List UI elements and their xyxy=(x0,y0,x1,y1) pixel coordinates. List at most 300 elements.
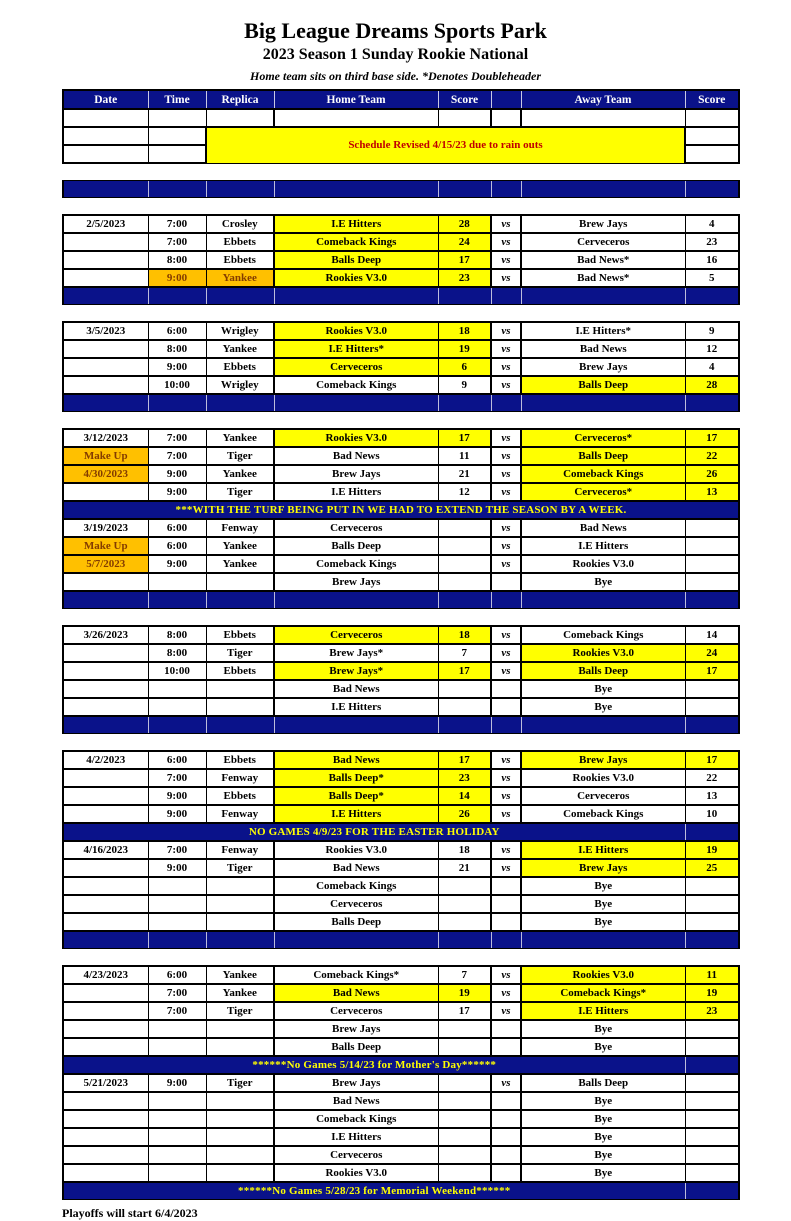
date-cell xyxy=(63,877,148,895)
separator-cell xyxy=(438,287,491,305)
game-row xyxy=(63,251,739,269)
replica-cell xyxy=(206,1110,274,1128)
away-score-cell: 25 xyxy=(685,859,739,877)
time-cell: 7:00 xyxy=(148,841,206,859)
date-cell xyxy=(63,573,148,591)
separator-cell xyxy=(274,394,438,412)
date-cell: 4/16/2023 xyxy=(63,841,148,859)
home-team-cell: Balls Deep* xyxy=(274,769,438,787)
home-team-cell: Rookies V3.0 xyxy=(274,1164,438,1182)
away-score-cell: 13 xyxy=(685,787,739,805)
time-cell: 9:00 xyxy=(148,269,206,287)
replica-cell: Yankee xyxy=(206,465,274,483)
date-cell xyxy=(63,1038,148,1056)
separator-cell xyxy=(521,931,685,949)
time-cell: 7:00 xyxy=(148,769,206,787)
column-header-home-team: Home Team xyxy=(274,90,438,109)
time-cell: 9:00 xyxy=(148,465,206,483)
game-row xyxy=(63,376,739,394)
empty-cell xyxy=(148,127,206,145)
column-header-date: Date xyxy=(63,90,148,109)
replica-cell: Ebbets xyxy=(206,787,274,805)
replica-cell: Tiger xyxy=(206,483,274,501)
empty-cell xyxy=(685,127,739,145)
separator-cell xyxy=(685,1182,739,1200)
game-row xyxy=(63,215,739,233)
date-cell xyxy=(63,698,148,716)
away-score-cell xyxy=(685,913,739,931)
home-team-cell: Bad News xyxy=(274,859,438,877)
away-score-cell: 19 xyxy=(685,841,739,859)
replica-cell: Tiger xyxy=(206,1002,274,1020)
home-score-cell: 11 xyxy=(438,447,491,465)
separator-cell xyxy=(63,394,148,412)
separator-cell xyxy=(274,591,438,609)
away-score-cell: 12 xyxy=(685,340,739,358)
spacer-row xyxy=(63,609,739,627)
replica-cell: Yankee xyxy=(206,429,274,447)
time-cell xyxy=(148,877,206,895)
replica-cell: Fenway xyxy=(206,769,274,787)
away-team-cell: Comeback Kings xyxy=(521,626,685,644)
game-row xyxy=(63,966,739,984)
away-score-cell: 28 xyxy=(685,376,739,394)
game-row xyxy=(63,805,739,823)
home-team-cell: Balls Deep xyxy=(274,251,438,269)
spacer-cell xyxy=(63,609,739,627)
game-row xyxy=(63,322,739,340)
table-body xyxy=(63,109,739,1200)
away-team-cell: Comeback Kings xyxy=(521,465,685,483)
vs-cell xyxy=(491,1038,521,1056)
replica-cell xyxy=(206,1020,274,1038)
replica-cell: Yankee xyxy=(206,966,274,984)
home-score-cell xyxy=(438,895,491,913)
time-cell: 7:00 xyxy=(148,1002,206,1020)
time-cell: 7:00 xyxy=(148,233,206,251)
vs-cell: vs xyxy=(491,519,521,537)
replica-cell: Yankee xyxy=(206,555,274,573)
home-score-cell xyxy=(438,877,491,895)
replica-cell: Tiger xyxy=(206,859,274,877)
vs-cell: vs xyxy=(491,447,521,465)
away-score-cell: 23 xyxy=(685,233,739,251)
home-score-cell xyxy=(438,1038,491,1056)
time-cell xyxy=(148,895,206,913)
separator-cell xyxy=(491,716,521,734)
home-score-cell: 9 xyxy=(438,376,491,394)
away-team-cell: Bye xyxy=(521,1146,685,1164)
empty-cell xyxy=(148,145,206,163)
game-row xyxy=(63,555,739,573)
away-score-cell xyxy=(685,877,739,895)
time-cell xyxy=(148,1038,206,1056)
game-row xyxy=(63,680,739,698)
vs-cell: vs xyxy=(491,966,521,984)
time-cell: 9:00 xyxy=(148,859,206,877)
spacer-cell xyxy=(63,734,739,752)
home-score-cell xyxy=(438,1074,491,1092)
game-row xyxy=(63,447,739,465)
date-cell xyxy=(63,358,148,376)
banner-text: ******No Games 5/14/23 for Mother's Day****** xyxy=(63,1056,685,1074)
game-row xyxy=(63,698,739,716)
vs-cell: vs xyxy=(491,215,521,233)
away-team-cell: Brew Jays xyxy=(521,859,685,877)
home-score-cell xyxy=(438,537,491,555)
away-score-cell: 26 xyxy=(685,465,739,483)
home-team-cell: Bad News xyxy=(274,751,438,769)
home-score-cell: 17 xyxy=(438,751,491,769)
home-score-cell: 17 xyxy=(438,662,491,680)
time-cell: 8:00 xyxy=(148,251,206,269)
away-score-cell: 10 xyxy=(685,805,739,823)
away-team-cell: Balls Deep xyxy=(521,447,685,465)
separator-cell xyxy=(63,931,148,949)
time-cell: 6:00 xyxy=(148,519,206,537)
date-cell xyxy=(63,787,148,805)
separator-cell xyxy=(148,591,206,609)
game-row xyxy=(63,626,739,644)
time-cell: 8:00 xyxy=(148,340,206,358)
away-team-cell: Bye xyxy=(521,1128,685,1146)
vs-cell: vs xyxy=(491,805,521,823)
game-row xyxy=(63,877,739,895)
separator-cell xyxy=(521,591,685,609)
schedule-table xyxy=(62,89,740,1200)
replica-cell xyxy=(206,1164,274,1182)
vs-cell: vs xyxy=(491,465,521,483)
time-cell: 9:00 xyxy=(148,805,206,823)
date-cell xyxy=(63,340,148,358)
separator-cell xyxy=(521,287,685,305)
separator-cell xyxy=(148,931,206,949)
separator-cell xyxy=(206,394,274,412)
away-team-cell: Bye xyxy=(521,1092,685,1110)
spacer-row xyxy=(63,949,739,967)
away-score-cell xyxy=(685,1092,739,1110)
vs-cell: vs xyxy=(491,662,521,680)
vs-cell: vs xyxy=(491,358,521,376)
home-score-cell: 14 xyxy=(438,787,491,805)
date-cell: 3/5/2023 xyxy=(63,322,148,340)
date-cell xyxy=(63,269,148,287)
date-cell xyxy=(63,1092,148,1110)
replica-cell: Yankee xyxy=(206,269,274,287)
separator-cell xyxy=(63,181,148,198)
vs-cell: vs xyxy=(491,626,521,644)
empty-cell xyxy=(438,109,491,127)
separator-cell xyxy=(206,287,274,305)
time-cell: 9:00 xyxy=(148,555,206,573)
game-row xyxy=(63,429,739,447)
home-team-cell: Balls Deep xyxy=(274,1038,438,1056)
home-team-cell: Bad News xyxy=(274,984,438,1002)
home-score-cell xyxy=(438,1128,491,1146)
game-row xyxy=(63,859,739,877)
vs-cell: vs xyxy=(491,1074,521,1092)
separator-cell xyxy=(491,181,521,198)
replica-cell xyxy=(206,1128,274,1146)
home-team-cell: Brew Jays xyxy=(274,1074,438,1092)
date-cell xyxy=(63,1002,148,1020)
away-team-cell: Comeback Kings xyxy=(521,805,685,823)
home-team-cell: Rookies V3.0 xyxy=(274,429,438,447)
vs-cell: vs xyxy=(491,644,521,662)
home-score-cell xyxy=(438,573,491,591)
page-title: Big League Dreams Sports Park xyxy=(244,18,547,43)
separator-cell xyxy=(438,394,491,412)
away-team-cell: Brew Jays xyxy=(521,215,685,233)
spacer-cell xyxy=(63,412,739,430)
separator-cell xyxy=(685,931,739,949)
away-team-cell: Bye xyxy=(521,680,685,698)
replica-cell: Tiger xyxy=(206,644,274,662)
home-score-cell: 26 xyxy=(438,805,491,823)
away-score-cell: 17 xyxy=(685,751,739,769)
date-cell: 4/23/2023 xyxy=(63,966,148,984)
replica-cell xyxy=(206,1146,274,1164)
home-team-cell: Bad News xyxy=(274,447,438,465)
home-team-cell: Cerveceros xyxy=(274,626,438,644)
away-team-cell: Bye xyxy=(521,877,685,895)
home-team-cell: Balls Deep* xyxy=(274,787,438,805)
away-score-cell: 11 xyxy=(685,966,739,984)
home-team-cell: Rookies V3.0 xyxy=(274,269,438,287)
separator-cell xyxy=(521,716,685,734)
column-header-away-score: Score xyxy=(685,90,739,109)
away-team-cell: Cerveceros xyxy=(521,787,685,805)
date-cell xyxy=(63,644,148,662)
replica-cell: Ebbets xyxy=(206,251,274,269)
revision-notice-row xyxy=(63,127,739,145)
time-cell xyxy=(148,1146,206,1164)
empty-cell xyxy=(63,109,148,127)
home-score-cell: 23 xyxy=(438,269,491,287)
time-cell: 7:00 xyxy=(148,429,206,447)
home-team-cell: Comeback Kings xyxy=(274,376,438,394)
vs-cell: vs xyxy=(491,322,521,340)
home-team-cell: Cerveceros xyxy=(274,895,438,913)
game-row xyxy=(63,644,739,662)
vs-cell xyxy=(491,1110,521,1128)
game-row xyxy=(63,841,739,859)
vs-cell xyxy=(491,895,521,913)
empty-cell xyxy=(206,109,274,127)
home-score-cell xyxy=(438,1092,491,1110)
spacer-row xyxy=(63,734,739,752)
home-team-cell: Cerveceros xyxy=(274,1146,438,1164)
away-score-cell xyxy=(685,573,739,591)
home-score-cell: 12 xyxy=(438,483,491,501)
away-score-cell: 17 xyxy=(685,429,739,447)
replica-cell: Tiger xyxy=(206,1074,274,1092)
date-cell: 2/5/2023 xyxy=(63,215,148,233)
home-team-cell: Cerveceros xyxy=(274,519,438,537)
away-team-cell: Brew Jays xyxy=(521,751,685,769)
revision-notice: Schedule Revised 4/15/23 due to rain outs xyxy=(206,127,685,163)
away-score-cell: 23 xyxy=(685,1002,739,1020)
separator-cell xyxy=(521,181,685,198)
replica-cell xyxy=(206,698,274,716)
time-cell: 6:00 xyxy=(148,751,206,769)
separator-cell xyxy=(491,394,521,412)
empty-cell xyxy=(148,109,206,127)
separator-cell xyxy=(491,931,521,949)
date-cell: 4/30/2023 xyxy=(63,465,148,483)
vs-cell: vs xyxy=(491,769,521,787)
time-cell: 10:00 xyxy=(148,376,206,394)
home-team-cell: I.E Hitters xyxy=(274,805,438,823)
vs-cell xyxy=(491,913,521,931)
away-score-cell: 19 xyxy=(685,984,739,1002)
replica-cell xyxy=(206,573,274,591)
away-team-cell: Bad News xyxy=(521,519,685,537)
replica-cell: Yankee xyxy=(206,984,274,1002)
date-cell xyxy=(63,662,148,680)
time-cell xyxy=(148,913,206,931)
date-cell xyxy=(63,913,148,931)
home-team-cell: Brew Jays* xyxy=(274,644,438,662)
home-score-cell xyxy=(438,680,491,698)
vs-cell xyxy=(491,1128,521,1146)
column-header-away-team: Away Team xyxy=(521,90,685,109)
vs-cell: vs xyxy=(491,555,521,573)
away-score-cell: 14 xyxy=(685,626,739,644)
vs-cell: vs xyxy=(491,537,521,555)
away-score-cell: 5 xyxy=(685,269,739,287)
separator-row xyxy=(63,931,739,949)
replica-cell: Ebbets xyxy=(206,626,274,644)
separator-cell xyxy=(438,181,491,198)
home-team-cell: Cerveceros xyxy=(274,1002,438,1020)
home-team-cell: Bad News xyxy=(274,1092,438,1110)
game-row xyxy=(63,1164,739,1182)
replica-cell: Tiger xyxy=(206,447,274,465)
time-cell: 9:00 xyxy=(148,1074,206,1092)
away-team-cell: Bye xyxy=(521,1020,685,1038)
home-score-cell: 18 xyxy=(438,841,491,859)
away-score-cell xyxy=(685,1020,739,1038)
spacer-row xyxy=(63,412,739,430)
time-cell xyxy=(148,1020,206,1038)
vs-cell xyxy=(491,1020,521,1038)
vs-cell: vs xyxy=(491,233,521,251)
away-score-cell: 4 xyxy=(685,358,739,376)
vs-cell xyxy=(491,1146,521,1164)
vs-cell: vs xyxy=(491,269,521,287)
replica-cell xyxy=(206,1038,274,1056)
home-score-cell xyxy=(438,698,491,716)
vs-cell xyxy=(491,877,521,895)
home-team-cell: Brew Jays xyxy=(274,465,438,483)
home-score-cell: 17 xyxy=(438,1002,491,1020)
away-score-cell xyxy=(685,680,739,698)
time-cell xyxy=(148,698,206,716)
away-team-cell: Bye xyxy=(521,913,685,931)
date-cell xyxy=(63,1020,148,1038)
away-team-cell: I.E Hitters xyxy=(521,537,685,555)
game-row xyxy=(63,573,739,591)
separator-cell xyxy=(685,181,739,198)
separator-cell xyxy=(148,181,206,198)
home-team-cell: Balls Deep xyxy=(274,913,438,931)
time-cell xyxy=(148,1092,206,1110)
away-team-cell: Rookies V3.0 xyxy=(521,769,685,787)
home-score-cell: 28 xyxy=(438,215,491,233)
column-header-home-score: Score xyxy=(438,90,491,109)
away-score-cell xyxy=(685,1110,739,1128)
replica-cell xyxy=(206,680,274,698)
replica-cell xyxy=(206,877,274,895)
date-cell: 3/12/2023 xyxy=(63,429,148,447)
date-cell xyxy=(63,805,148,823)
page-subtitle: 2023 Season 1 Sunday Rookie National xyxy=(262,46,529,64)
time-cell: 6:00 xyxy=(148,966,206,984)
time-cell: 7:00 xyxy=(148,447,206,465)
time-cell: 8:00 xyxy=(148,644,206,662)
vs-cell xyxy=(491,698,521,716)
spacer-row xyxy=(63,198,739,216)
game-row xyxy=(63,537,739,555)
away-team-cell: Bye xyxy=(521,573,685,591)
game-row xyxy=(63,751,739,769)
vs-cell: vs xyxy=(491,251,521,269)
separator-row xyxy=(63,287,739,305)
separator-cell xyxy=(491,287,521,305)
home-score-cell: 19 xyxy=(438,340,491,358)
home-score-cell: 18 xyxy=(438,322,491,340)
home-team-cell: Bad News xyxy=(274,680,438,698)
away-score-cell: 13 xyxy=(685,483,739,501)
date-cell xyxy=(63,251,148,269)
game-row xyxy=(63,358,739,376)
home-score-cell xyxy=(438,1146,491,1164)
away-team-cell: Bye xyxy=(521,1164,685,1182)
vs-cell: vs xyxy=(491,787,521,805)
home-team-cell: Comeback Kings xyxy=(274,877,438,895)
column-header-vs xyxy=(491,90,521,109)
away-team-cell: Brew Jays xyxy=(521,358,685,376)
vs-cell xyxy=(491,680,521,698)
banner-row xyxy=(63,1056,739,1074)
away-score-cell xyxy=(685,698,739,716)
game-row xyxy=(63,1146,739,1164)
away-score-cell xyxy=(685,537,739,555)
away-team-cell: I.E Hitters xyxy=(521,1002,685,1020)
banner-row xyxy=(63,1182,739,1200)
vs-cell: vs xyxy=(491,483,521,501)
home-score-cell xyxy=(438,1110,491,1128)
home-team-cell: Brew Jays* xyxy=(274,662,438,680)
banner-row xyxy=(63,501,739,519)
game-row xyxy=(63,895,739,913)
separator-cell xyxy=(274,181,438,198)
away-score-cell xyxy=(685,519,739,537)
column-header-time: Time xyxy=(148,90,206,109)
time-cell: 7:00 xyxy=(148,984,206,1002)
home-team-cell: I.E Hitters xyxy=(274,698,438,716)
empty-cell xyxy=(63,145,148,163)
away-score-cell: 16 xyxy=(685,251,739,269)
time-cell: 6:00 xyxy=(148,322,206,340)
separator-cell xyxy=(274,716,438,734)
replica-cell: Wrigley xyxy=(206,376,274,394)
home-team-cell: I.E Hitters xyxy=(274,483,438,501)
replica-cell: Ebbets xyxy=(206,751,274,769)
separator-cell xyxy=(438,931,491,949)
away-team-cell: Cerveceros* xyxy=(521,483,685,501)
